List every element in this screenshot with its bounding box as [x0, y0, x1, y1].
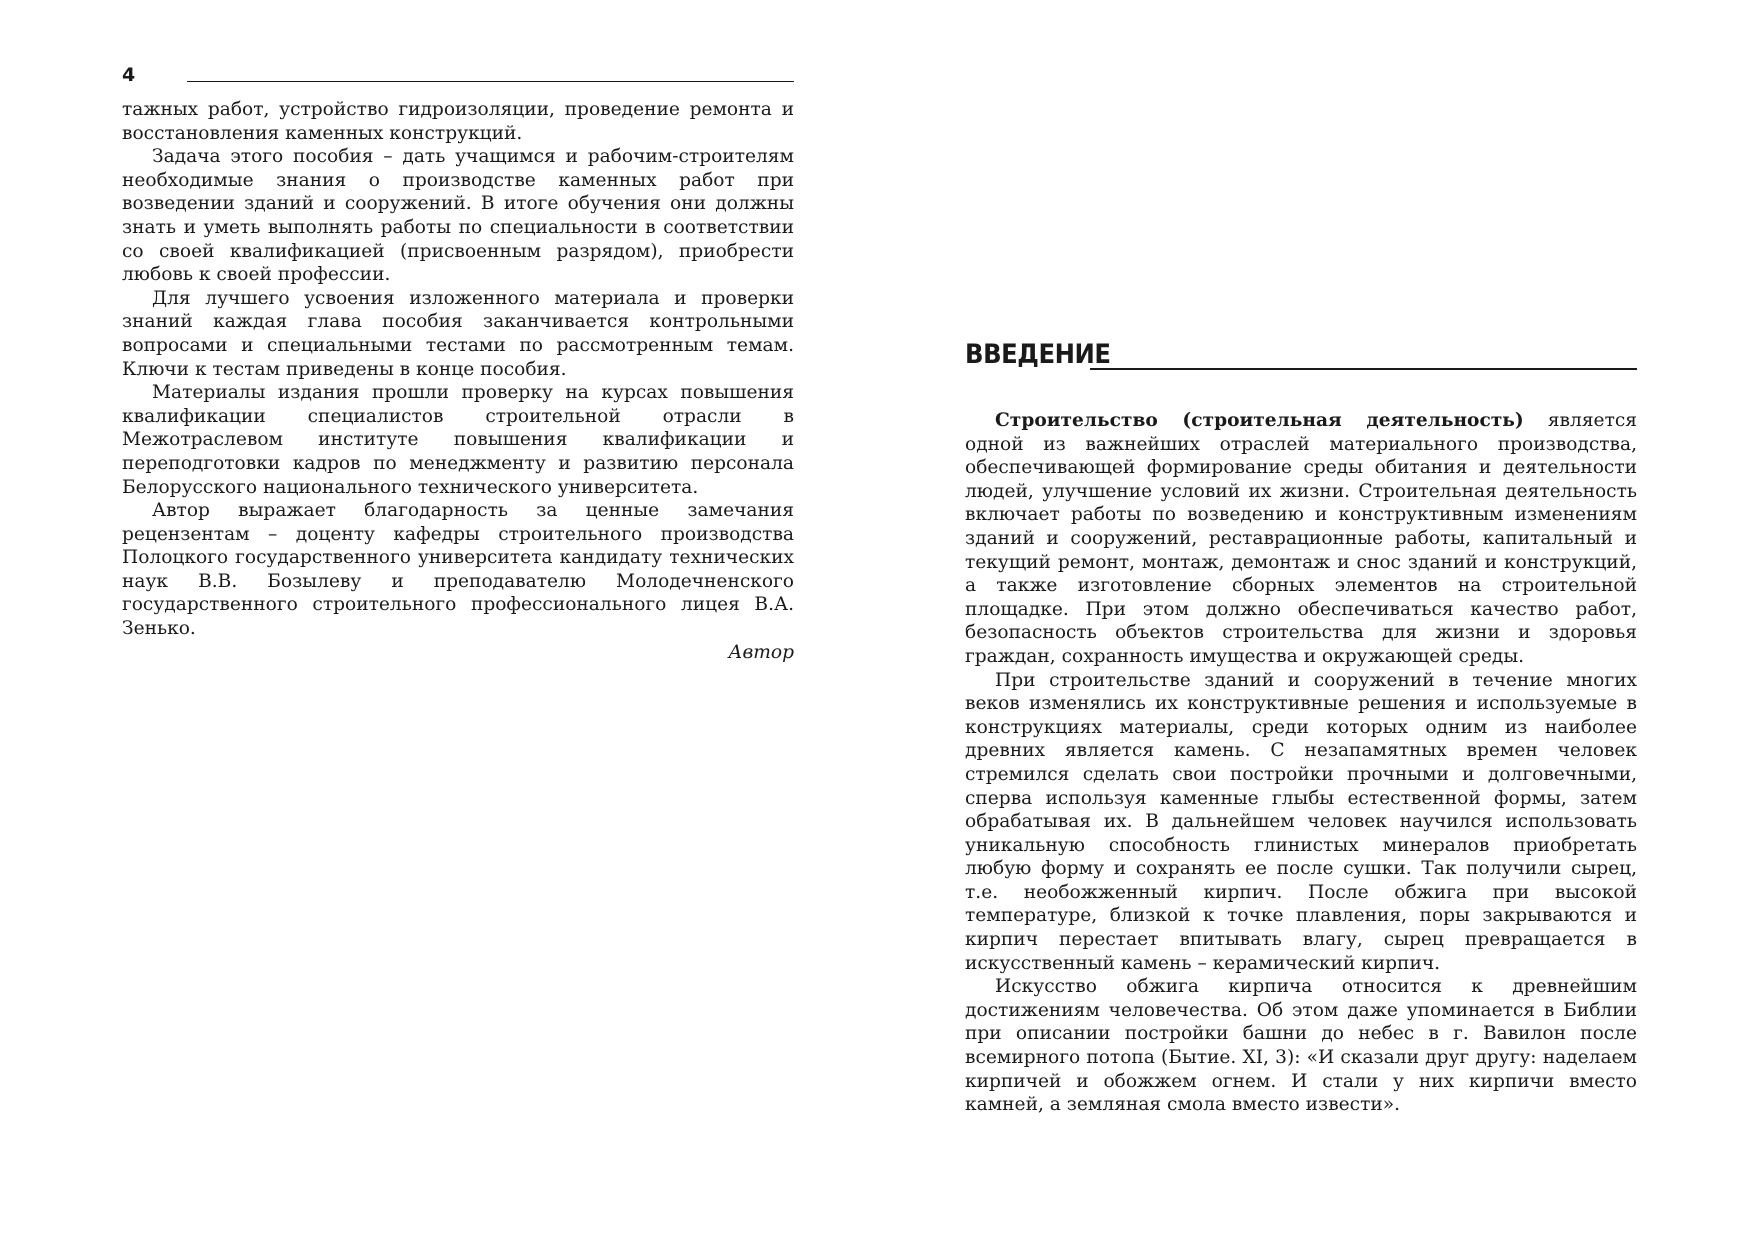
- paragraph: Задача этого пособия – дать учащимся и рабочим-строителям необходимые знания о производстве каменных работ при возведении зданий и сооружений. В итоге обучения они должны знать и уметь выполнять работы по специальности в соответствии со своей квалификацией (присвоенным разрядом), приобрести любовь к своей профессии.: [122, 146, 794, 286]
- paragraph: При строительстве зданий и сооружений в течение многих веков изменялись их конструктивные решения и используемые в конструкциях материалы, среди которых одним из наиболее древних является камень. С незапамятных времен человек стремился сделать свои постройки прочными и долговечными, сперва используя каменные глыбы естественной формы, затем обрабатывая их. В дальнейшем человек научился использовать уникальную способность глинистых минералов приобретать любую форму и сохранять ее после сушки. Так получили сырец, т.е. необожженный кирпич. После обжига при высокой температуре, близкой к точке плавления, поры закрываются и кирпич перестает впитывать влагу, сырец превращается в искусственный камень – керамический кирпич.: [965, 669, 1637, 974]
- header-rule: [187, 81, 794, 82]
- paragraph: Искусство обжига кирпича относится к древнейшим достижениям человечества. Об этом даже упоминается в Библии при описании постройки башни до небес в г. Вавилон после всемирного потопа (Бытие. XI, 3): «И сказали друг другу: наделаем кирпичей и обожжем огнем. И стали у них кирпичи вместо камней, а земляная смола вместо извести».: [965, 976, 1637, 1116]
- section-heading: [965, 338, 1637, 374]
- paragraph: тажных работ, устройство гидроизоляции, проведение ремонта и восстановления каменных конструкций.: [122, 99, 794, 144]
- author-signature: Автор: [728, 641, 794, 663]
- paragraph: Автор выражает благодарность за ценные замечания рецензентам – доценту кафедры строительного производства Полоцкого государственного университета кандидату технических наук В.В. Бозылеву и преподавателю Молодечненского государственного строительного профессионального лицея В.А. Зенько.: [122, 500, 794, 640]
- right-body-text: [965, 409, 1637, 1117]
- section-title-rule: [1090, 368, 1637, 370]
- section-title: ВВЕДЕНИЕ: [965, 339, 1111, 370]
- running-head: [122, 64, 794, 88]
- intro-text: является одной из важнейших отраслей материального производства, обеспечивающей формирование среды обитания и деятельности людей, улучшение условий их жизни. Строительная деятельность включает работы по возведению и конструктивным изменениям зданий и сооружений, реставрационные работы, капитальный и текущий ремонт, монтаж, демонтаж и снос зданий и конструкций, а также изготовление сборных элементов на строительной площадке. При этом должно обеспечиваться качество работ, безопасность объектов строительства для жизни и здоровья граждан, сохранность имущества и окружающей среды.: [965, 410, 1637, 667]
- paragraph: Материалы издания прошли проверку на курсах повышения квалификации специалистов строительной отрасли в Межотраслевом институте повышения квалификации и переподготовки кадров по менеджменту и развитию персонала Белорусского национального технического университета.: [122, 382, 794, 498]
- intro-term: Строительство (строительная деятельность): [995, 410, 1524, 431]
- left-body-text: [122, 98, 794, 664]
- paragraph: Для лучшего усвоения изложенного материала и проверки знаний каждая глава пособия заканчивается контрольными вопросами и специальными тестами по рассмотренным темам. Ключи к тестам приведены в конце пособия.: [122, 287, 794, 380]
- intro-paragraph: [965, 409, 1637, 669]
- page-number: 4: [122, 64, 136, 86]
